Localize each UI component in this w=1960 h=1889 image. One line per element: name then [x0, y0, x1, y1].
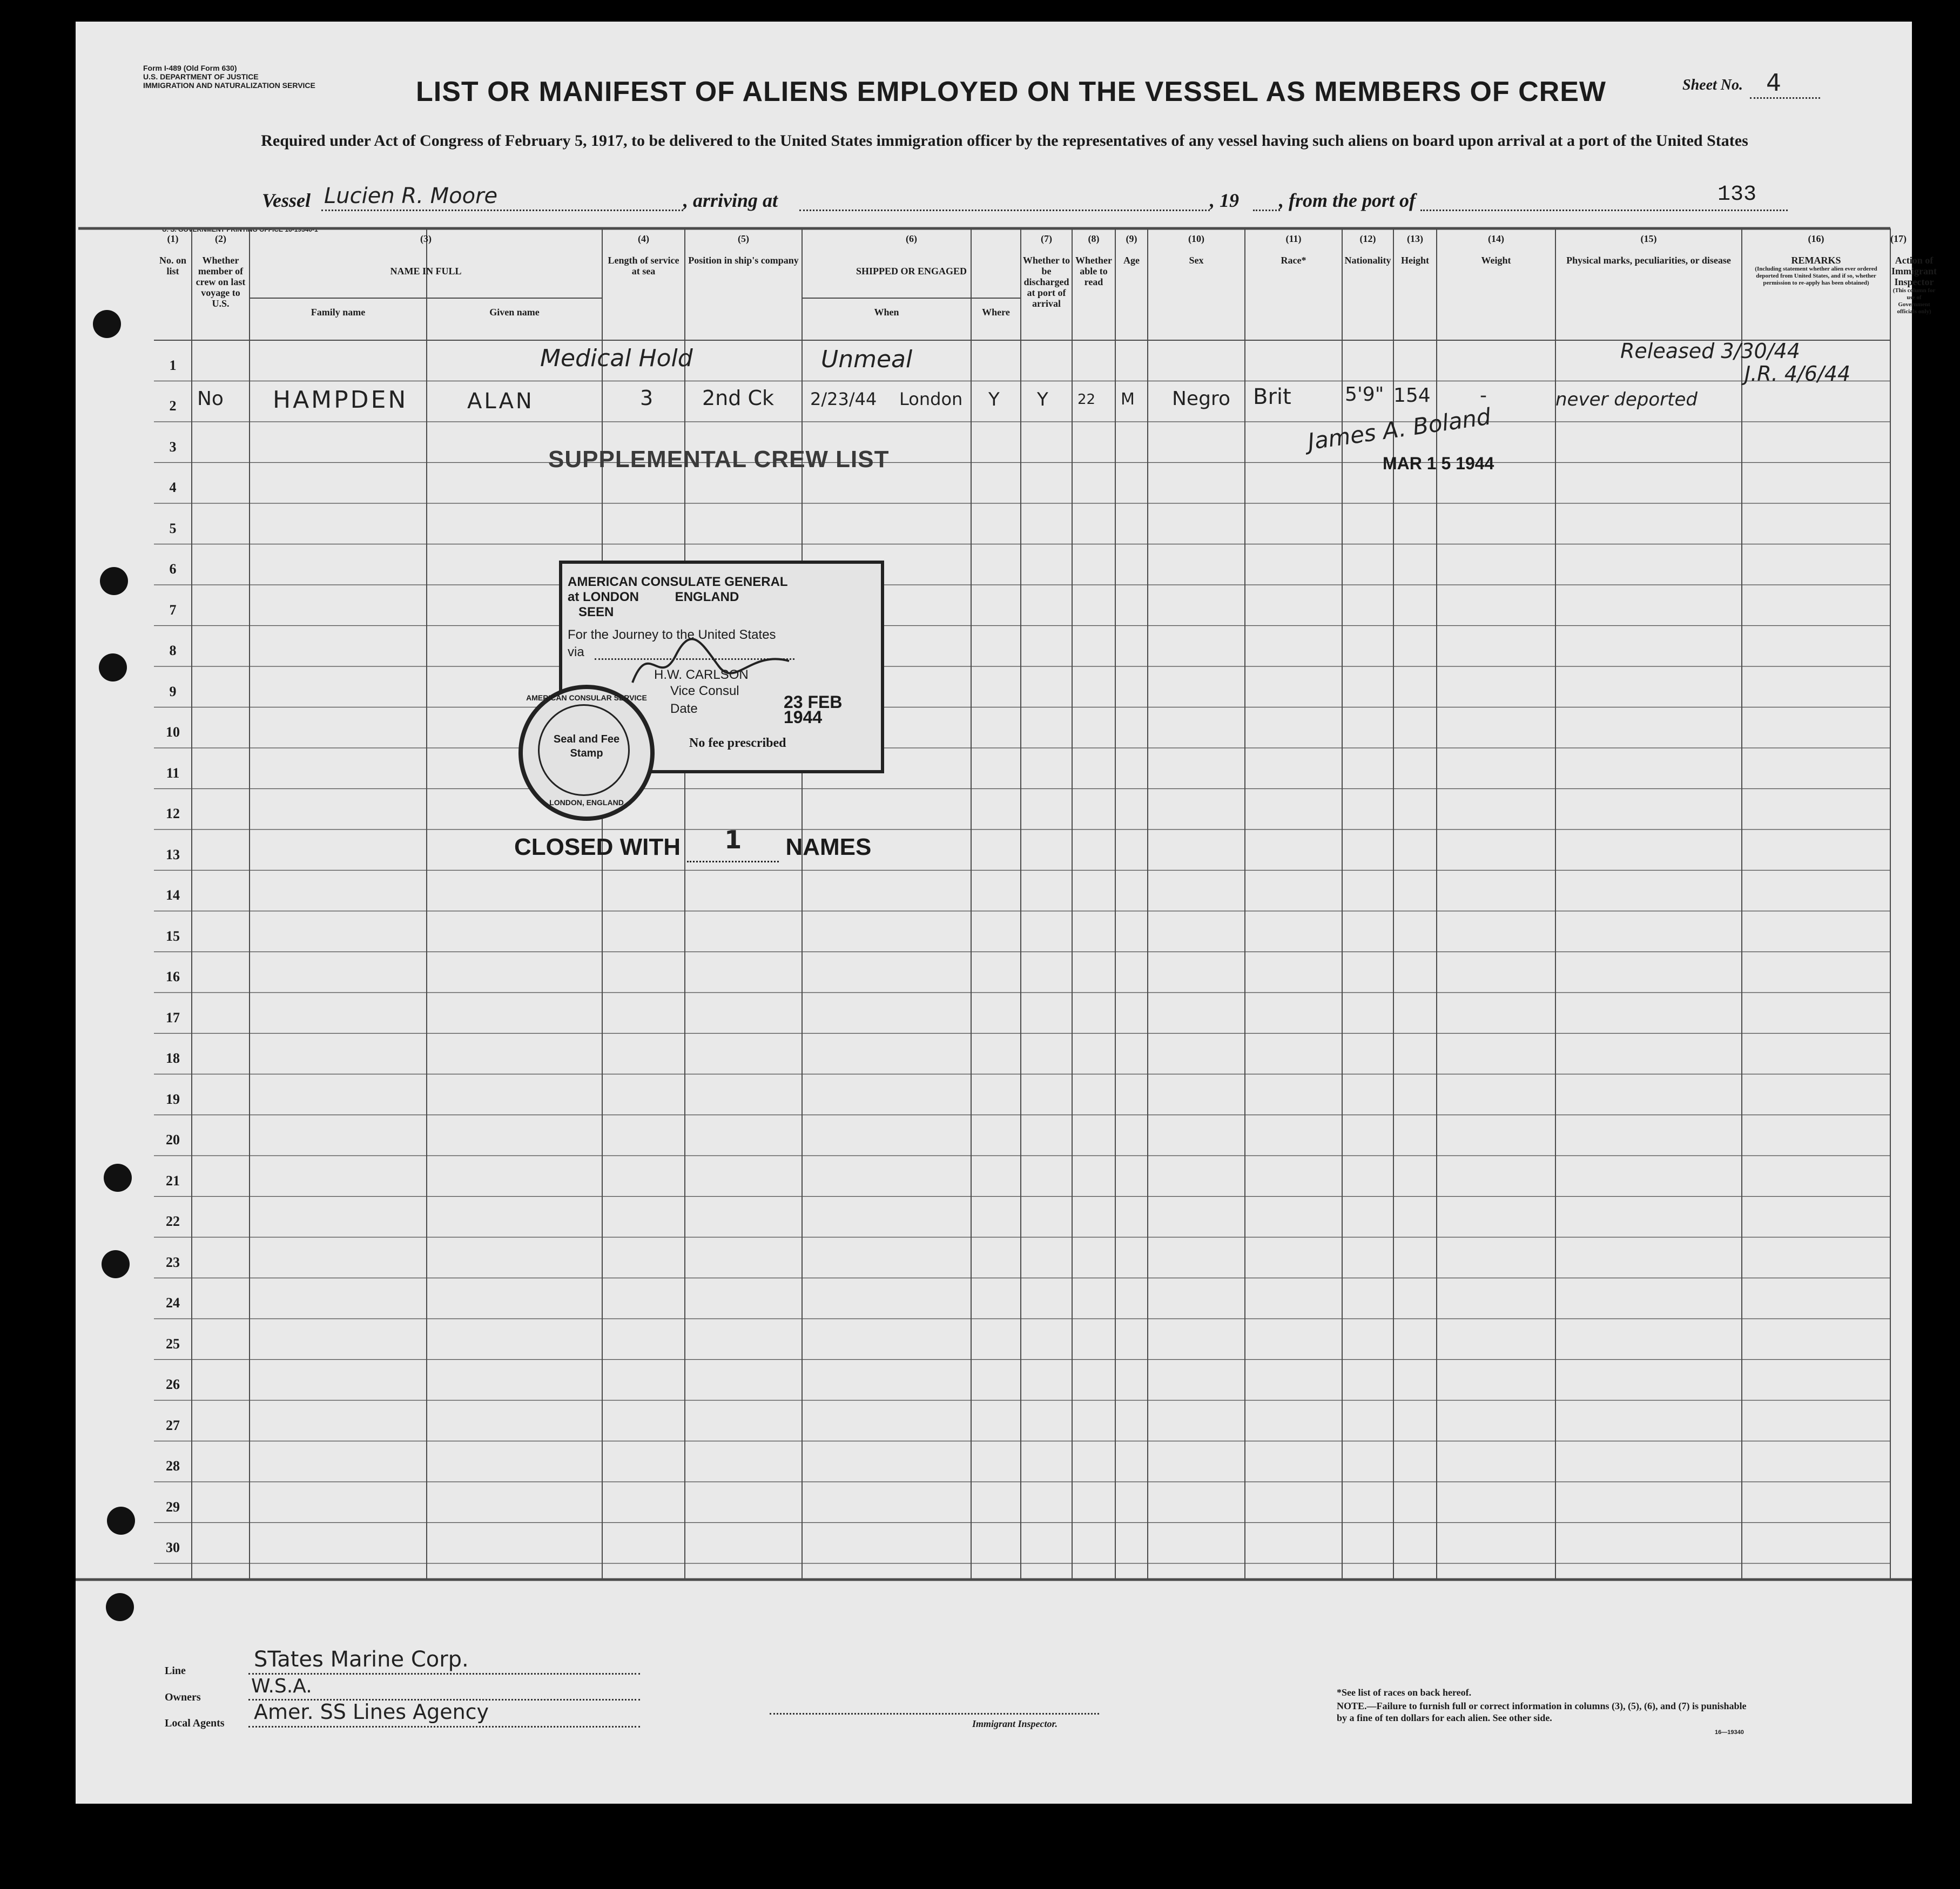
consul-date: 23 FEB 1944: [784, 692, 843, 727]
row-number: 5: [169, 520, 177, 536]
punch-hole: [106, 1593, 134, 1621]
closed-suffix: NAMES: [785, 834, 872, 860]
table-grid: [76, 22, 1912, 1804]
column-number: (10): [1188, 233, 1204, 244]
column-number: (11): [1285, 233, 1302, 244]
seal-inner-text: Seal and Fee Stamp: [553, 733, 620, 759]
row-number: 21: [166, 1172, 180, 1189]
form-id-line1: Form I-489 (Old Form 630): [143, 64, 237, 72]
footer-agents-value: Amer. SS Lines Agency: [254, 1700, 489, 1724]
cell-weight: 154: [1393, 384, 1431, 407]
fee-text: No fee prescribed: [689, 736, 786, 750]
cell-family-name: HAMPDEN: [273, 386, 408, 414]
punch-hole: [104, 1164, 132, 1192]
column-header: Race*: [1281, 255, 1306, 266]
column-header: Age: [1123, 255, 1140, 266]
row-number: 6: [169, 561, 177, 577]
column-number: (1): [167, 233, 179, 244]
row-number: 8: [169, 643, 177, 659]
column-header: No. on list: [159, 255, 186, 276]
seal-bottom-text: LONDON, ENGLAND: [549, 798, 624, 807]
row-number: 22: [166, 1213, 180, 1230]
punch-hole: [100, 567, 128, 595]
printing-office: U. S. GOVERNMENT PRINTING OFFICE 16-19340-1: [162, 226, 318, 233]
footer-note1: *See list of races on back hereof.: [1337, 1687, 1472, 1698]
footer-code: 16—19340: [1715, 1729, 1744, 1736]
footer-line-rule: [248, 1673, 640, 1675]
row-number: 29: [166, 1499, 180, 1515]
footer-note2: NOTE.—Failure to furnish full or correct information in columns (3), (5), (6), and (7) is punishable by a fine of ten dollars for each alien. See other side.: [1337, 1701, 1747, 1723]
cell-where: London: [899, 389, 963, 409]
column-header: Whether able to read: [1075, 255, 1112, 287]
column-note: (Including statement whether alien ever ordered deported from United States, and if so, whether permission to re-apply has been obtained): [1755, 266, 1877, 286]
column-subheader: Where: [982, 307, 1010, 318]
column-header: REMARKS (Including statement whether alien ever ordered deported from United States, and if so, whether permission to re-apply has been obtained): [1743, 255, 1889, 287]
row-number: 13: [166, 846, 180, 862]
cell-when: 2/23/44: [810, 389, 877, 409]
footer-owners-label: Owners: [165, 1691, 201, 1703]
column-number: (8): [1088, 233, 1100, 244]
row-number: 30: [166, 1540, 180, 1556]
punch-hole: [99, 653, 127, 682]
column-subheader: Family name: [311, 307, 366, 318]
cell-height: 5'9": [1345, 383, 1384, 406]
cell-last-voyage: No: [197, 388, 224, 410]
row-number: 10: [166, 724, 180, 740]
form-id-line3: IMMIGRATION AND NATURALIZATION SERVICE: [143, 81, 315, 90]
column-subheader: When: [874, 307, 899, 318]
closed-count-field: [687, 825, 779, 862]
row-number: 1: [169, 357, 177, 373]
cell-nationality: Brit: [1253, 384, 1291, 409]
column-header: Sex: [1189, 255, 1204, 266]
arriving-label: , arriving at: [683, 190, 778, 211]
row-number: 2: [169, 398, 177, 414]
vessel-label: Vessel: [262, 190, 311, 211]
column-header: Position in ship's company: [688, 255, 799, 266]
seal-ring-text: AMERICAN CONSULAR SERVICE: [526, 693, 647, 702]
sheet-number: 4: [1766, 69, 1781, 97]
footer-line-label: Line: [165, 1665, 186, 1677]
cell-above-name: Medical Hold: [540, 345, 693, 372]
row-number: 14: [166, 887, 180, 903]
footer-inspector-label: Immigrant Inspector.: [972, 1718, 1058, 1729]
cell-action-line2: J.R. 4/6/44: [1745, 362, 1851, 386]
row-number: 12: [166, 806, 180, 822]
row-number: 16: [166, 969, 180, 985]
row-number: 26: [166, 1377, 180, 1393]
cell-race: Negro: [1172, 388, 1230, 410]
column-header: Height: [1401, 255, 1429, 266]
cell-service: 3: [640, 386, 654, 410]
consulate-seen: SEEN: [578, 605, 614, 619]
column-header: Action of Immigrant Inspector (This column for use of Government officials only): [1891, 255, 1937, 315]
cell-marks: -: [1480, 384, 1487, 407]
column-header: Whether member of crew on last voyage to U.S.: [196, 255, 246, 309]
row-number: 15: [166, 928, 180, 944]
cell-remarks: never deported: [1555, 389, 1698, 410]
row-number: 19: [166, 1091, 180, 1107]
consul-signature: [627, 634, 800, 693]
row-number: 28: [166, 1458, 180, 1474]
column-header: SHIPPED OR ENGAGED: [856, 266, 967, 276]
manifest-sheet: Form I-489 (Old Form 630) U.S. DEPARTMENT OF JUSTICE IMMIGRATION AND NATURALIZATION SERVICE Sheet No. 4 LIST OR MANIFEST OF ALIENS EMPLOYED ON THE VESSEL AS MEMBERS OF CREW Required under Act of Congress of February 5, 1917, to be delivered to the United States immigration officer by the representatives of any vessel having such aliens on board upon arrival at a port of the United States Vessel Lucien R. Moore , arriving at , 19 , from the port of 133 U. S. GOVERNMENT PRINTING OFFICE 16-19340-1 (1) No. on list (2) Whether member of crew on last voyage to U.S. (3) NAME IN FULL Family name Given name (4) Length of service at sea (5) Position in ship's company (6) SHIPPED OR ENGAGED When Where (7) Whether to be discharged at port of arrival (8) Whether able to read (9) Age (10) Sex (11) Race* (12) Nationality (13) Height (14) Weight (15) Physical marks, peculiarities, or disease (16) REMARKS (Including statement whether alien ever ordered deported from United States, and if so, whether permission to re-apply has been obtained) (17) Action of Immigrant Inspector (This column for use of Government officials only) 1 2 3 4 5 6 7 8 9 10 11 12 13 14 15 16 17 18 19 20 21 22 23 24 25 26 27 28 29 30 No HAMPDEN ALAN Medical Hold 3 2nd Ck 2/23/44 London Unmeal Y Y 22 M Negro Brit 5'9" 154 - never deported Released 3/30/44 J.R. 4/6/44 SUPPLEMENTAL CREW LIST James A. Boland MAR 1 5 1944 AMERICAN CONSULATE GENERAL at LONDON ENGLAND SEEN For the Journey to the United States via H.W. CARLSON Vice Consul Date 23 FEB 1944 No fee prescribed AMERICAN CONSULAR SERVICE LONDON, ENGLAND Seal and Fee Stamp CLOSED WITH 1 NAMES Line STates Marine Corp. Owners W.S.A. Local Agents Amer. SS Lines Agency Immigrant Inspector. *See list of races on back hereof. NOTE.—Failure to furnish full or correct information in columns (3), (5), (6), and (7) is punishable by a fine of ten dollars for each alien. See other side. 16—19340: [76, 22, 1912, 1804]
row-number: 17: [166, 1009, 180, 1026]
inspector-date-stamp: MAR 1 5 1944: [1383, 454, 1494, 473]
cell-above-when: Unmeal: [821, 346, 913, 373]
consulate-line2: at LONDON ENGLAND: [568, 590, 739, 604]
column-header: Physical marks, peculiarities, or disease: [1566, 255, 1731, 266]
supplemental-stamp: SUPPLEMENTAL CREW LIST: [548, 446, 890, 473]
page-title: LIST OR MANIFEST OF ALIENS EMPLOYED ON THE VESSEL AS MEMBERS OF CREW: [416, 76, 1606, 107]
row-number: 9: [169, 683, 177, 699]
column-number: (3): [420, 233, 432, 244]
inspector-signature: James A. Boland: [1306, 403, 1493, 455]
column-number: (16): [1808, 233, 1824, 244]
year-label: , 19: [1210, 190, 1239, 211]
cell-read: Y: [1037, 389, 1048, 410]
inspector-signature-line: [770, 1713, 1099, 1715]
column-header: Length of service at sea: [608, 255, 679, 276]
footer-agents-rule: [248, 1726, 640, 1728]
consul-title: Vice Consul: [670, 684, 739, 698]
column-number: (13): [1407, 233, 1423, 244]
punch-hole: [107, 1507, 135, 1535]
column-number: (9): [1126, 233, 1137, 244]
row-number: 11: [166, 765, 180, 781]
cell-position: 2nd Ck: [702, 386, 774, 410]
punch-hole: [93, 310, 121, 338]
consulate-line1: AMERICAN CONSULATE GENERAL: [568, 575, 788, 589]
column-header: Weight: [1481, 255, 1511, 266]
consulate-via: via: [568, 645, 584, 659]
column-header: Whether to be discharged at port of arrival: [1022, 255, 1070, 309]
column-number: (12): [1359, 233, 1376, 244]
footer-line-value: STates Marine Corp.: [254, 1647, 469, 1672]
sheet-label: Sheet No.: [1682, 77, 1743, 93]
consul-name: H.W. CARLSON: [654, 667, 749, 682]
row-number: 7: [169, 602, 177, 618]
footer-owners-value: W.S.A.: [251, 1675, 312, 1697]
row-number: 18: [166, 1050, 180, 1067]
punch-hole: [102, 1250, 130, 1278]
page-subtitle: Required under Act of Congress of February 5, 1917, to be delivered to the United States immigration officer by the representatives of any vessel having such aliens on board upon arrival at a port of the United States: [261, 132, 1748, 150]
closed-prefix: CLOSED WITH: [514, 834, 681, 860]
from-port-label: , from the port of: [1279, 190, 1416, 211]
column-subheader: Given name: [489, 307, 540, 318]
cell-discharged: Y: [988, 389, 1000, 410]
column-number: (4): [638, 233, 649, 244]
closed-with-stamp: [514, 825, 872, 862]
column-number: (6): [906, 233, 917, 244]
row-number: 24: [166, 1295, 180, 1311]
row-number: 25: [166, 1335, 180, 1352]
column-number: (15): [1640, 233, 1657, 244]
consul-date-label: Date: [670, 701, 698, 716]
column-number: (5): [738, 233, 749, 244]
row-number: 4: [169, 480, 177, 496]
cell-age: 22: [1077, 392, 1096, 408]
cell-given-name: ALAN: [467, 389, 534, 414]
footer-agents-label: Local Agents: [165, 1717, 225, 1729]
page-number: 133: [1717, 183, 1757, 207]
column-note: (This column for use of Government officials only): [1892, 287, 1936, 315]
closed-count: 1: [724, 825, 742, 854]
column-number: (2): [215, 233, 226, 244]
column-header: Nationality: [1344, 255, 1391, 266]
form-id-line2: U.S. DEPARTMENT OF JUSTICE: [143, 72, 259, 81]
cell-sex: M: [1121, 390, 1135, 409]
column-number: (7): [1041, 233, 1052, 244]
consular-seal: [518, 685, 655, 821]
row-number: 3: [169, 438, 177, 455]
row-number: 27: [166, 1417, 180, 1433]
row-number: 20: [166, 1132, 180, 1148]
vessel-name: Lucien R. Moore: [324, 184, 498, 208]
column-header: NAME IN FULL: [390, 266, 462, 276]
cell-action-line1: Released 3/30/44: [1620, 339, 1800, 363]
column-number: (14): [1488, 233, 1504, 244]
consulate-journey: For the Journey to the United States: [568, 628, 776, 642]
row-number: 23: [166, 1254, 180, 1270]
